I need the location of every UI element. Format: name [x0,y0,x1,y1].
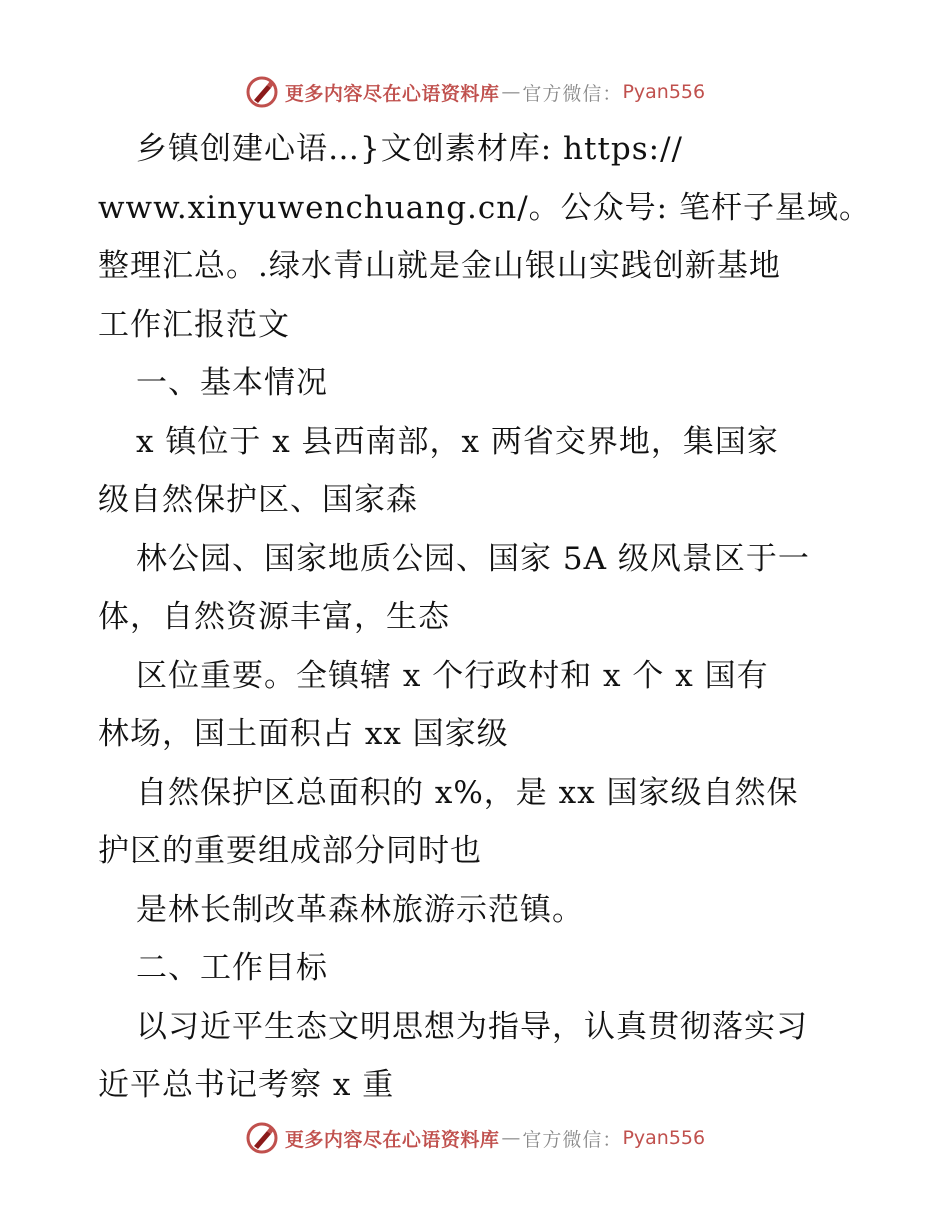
doc-line: 区位重要。全镇辖 x 个行政村和 x 个 x 国有 [136,657,769,694]
header-brand: 更多内容尽在心语资料库 [284,82,500,105]
doc-line: 是林长制改革森林旅游示范镇。 [136,891,584,928]
doc-line: 林公园、国家地质公园、国家 5A 级风景区于一 [136,540,810,577]
footer-dash: — [501,1127,521,1149]
section-heading: 一、基本情况 [136,365,328,401]
header-dash: — [501,81,521,103]
header-official-label: 官方微信： [522,82,623,105]
doc-line: 林场，国土面积占 xx 国家级 [98,716,509,752]
doc-line: 乡镇创建心语…}文创素材库: https:// [136,131,683,167]
footer-brand: 更多内容尽在心语资料库 [284,1128,500,1151]
doc-line: 级自然保护区、国家森 [98,482,418,518]
header-watermark [0,72,950,112]
doc-line: 以习近平生态文明思想为指导，认真贯彻落实习 [136,1008,808,1045]
doc-line: 整理汇总。.绿水青山就是金山银山实践创新基地 [98,248,781,284]
footer-official-label: 官方微信： [522,1128,623,1151]
doc-line: x 镇位于 x 县西南部，x 两省交界地，集国家 [136,423,779,460]
doc-line: 近平总书记考察 x 重 [98,1067,395,1103]
doc-line: 护区的重要组成部分同时也 [98,833,482,869]
header-wechat-id: Pyan556 [622,81,706,103]
footer-watermark [0,1118,950,1158]
pen-logo-icon [245,1121,279,1155]
footer-wechat-id: Pyan556 [622,1127,706,1149]
doc-line: www.xinyuwenchuang.cn/。公众号: 笔杆子星域。 [98,189,871,226]
doc-line: 自然保护区总面积的 x%，是 xx 国家级自然保 [136,774,799,811]
doc-line: 工作汇报范文 [98,306,290,343]
document-body [98,120,871,1115]
pen-logo-icon [245,75,279,109]
doc-line: 体，自然资源丰富，生态 [98,599,450,635]
section-heading: 二、工作目标 [136,950,328,986]
